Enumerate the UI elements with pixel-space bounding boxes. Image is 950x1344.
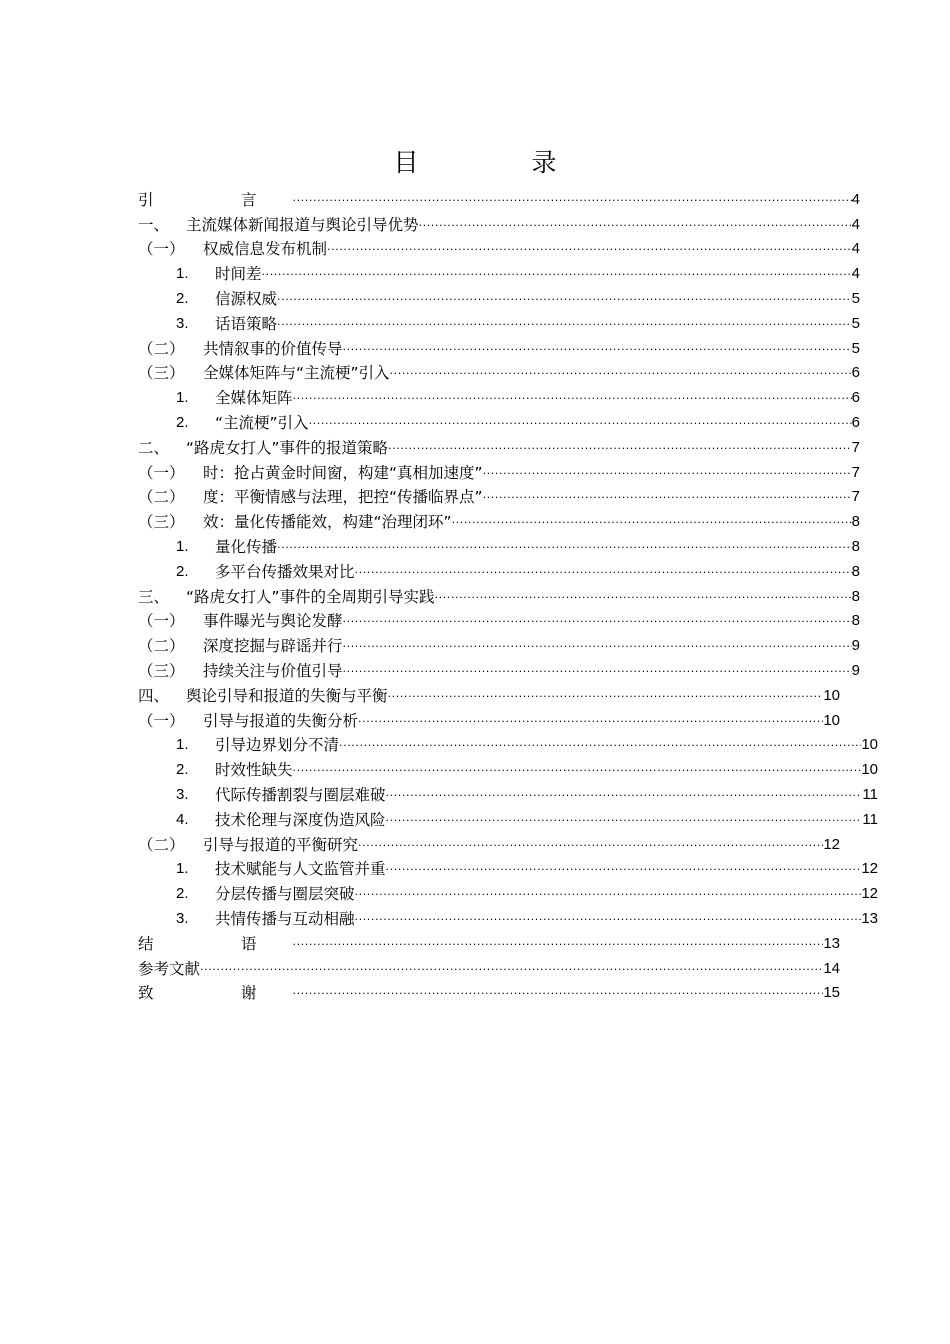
toc-entry-number: （二） [138,488,185,507]
dot-leader [343,636,852,656]
dot-leader [386,859,862,879]
toc-entry-number: （一） [138,711,185,730]
toc-entry-page-number: 10 [823,711,840,729]
toc-entry[interactable] [138,582,860,607]
toc-entry-page-number: 12 [861,860,878,878]
dot-leader [309,413,852,433]
dot-leader [355,562,852,582]
toc-entry-label: 事件曝光与舆论发酵 [203,612,343,631]
dot-leader [483,463,852,483]
toc-entry-label: 信源权威 [215,289,278,308]
toc-entry[interactable] [138,259,860,284]
toc-entry-number: 1. [176,537,189,555]
toc-entry-number: 4. [176,810,189,828]
toc-entry[interactable] [138,235,860,260]
dot-leader [386,785,863,805]
toc-entry[interactable] [138,309,860,334]
dot-leader [358,711,823,731]
toc-entry-page-number: 5 [851,314,860,332]
toc-entry-label: 引 言 [138,190,293,209]
toc-entry-label: 全媒体矩阵与“主流梗”引入 [203,364,390,383]
dot-leader [435,587,852,607]
toc-entry-label: 参考文献 [138,959,201,978]
toc-entry-label: 引导边界划分不清 [215,736,340,755]
toc-entry-number: 1. [176,265,189,283]
dot-leader [483,487,852,507]
toc-entry-number: 1. [176,736,189,754]
toc-entry-label: 话语策略 [215,314,278,333]
dot-leader [452,512,852,532]
toc-entry-label: 技术伦理与深度伪造风险 [215,810,386,829]
toc-entry-label: 持续关注与价值引导 [203,661,343,680]
toc-entry[interactable] [138,483,860,508]
toc-entry-page-number: 10 [861,761,878,779]
toc-entry[interactable] [138,731,878,756]
toc-entry-page-number: 12 [823,835,840,853]
dot-leader [277,289,852,309]
toc-entry-label: 时：抢占黄金时间窗，构建“真相加速度” [203,463,483,482]
toc-entry-page-number: 8 [851,537,860,555]
toc-entry-label: 技术赋能与人文监管并重 [215,860,386,879]
toc-entry-label: 全媒体矩阵 [215,389,293,408]
dot-leader [343,339,852,359]
toc-entry[interactable] [138,557,860,582]
dot-leader [390,363,852,383]
toc-entry-label: 舆论引导和报道的失衡与平衡 [186,686,388,705]
toc-entry-number: 1. [176,860,189,878]
toc-entry-number: 2. [176,761,189,779]
toc-entry-number: 2. [176,885,189,903]
dot-leader [327,239,852,259]
toc-entry-label: 量化传播 [215,537,278,556]
dot-leader [419,215,852,235]
dot-leader [355,884,862,904]
toc-entry-number: 3. [176,314,189,332]
dot-leader [355,909,862,929]
dot-leader [277,314,852,334]
dot-leader [277,537,852,557]
toc-entry-number: （一） [138,240,185,259]
toc-entry[interactable] [138,780,878,805]
dot-leader [293,760,862,780]
dot-leader [293,388,852,408]
toc-entry-page-number: 11 [862,810,878,828]
toc-entry-number: （三） [138,364,185,383]
toc-entry-number: （三） [138,513,185,532]
toc-entry-page-number: 6 [851,413,860,431]
table-of-contents [138,185,878,1003]
toc-entry-page-number: 5 [851,339,860,357]
toc-entry[interactable] [138,879,878,904]
toc-entry-page-number: 9 [851,661,860,679]
toc-entry-number: 二、 [138,438,170,457]
toc-entry-number: （一） [138,612,185,631]
toc-entry[interactable] [138,755,878,780]
toc-entry-page-number: 4 [851,240,860,258]
toc-entry-number: 3. [176,785,189,803]
toc-entry-label: 度：平衡情感与法理，把控“传播临界点” [203,488,483,507]
toc-entry[interactable] [138,408,860,433]
dot-leader [343,661,852,681]
toc-entry-number: 2. [176,289,189,307]
dot-leader [339,735,861,755]
toc-entry-label: 主流媒体新闻报道与舆论引导优势 [186,215,419,234]
toc-entry-label: 代际传播割裂与圈层难破 [215,785,386,804]
toc-entry-page-number: 15 [823,984,840,1002]
toc-entry[interactable] [138,631,860,656]
toc-entry[interactable] [138,607,860,632]
toc-entry-page-number: 6 [851,389,860,407]
toc-entry-label: 权威信息发布机制 [203,240,328,259]
toc-entry-number: （二） [138,339,185,358]
toc-entry-page-number: 8 [851,562,860,580]
toc-entry-label: 引导与报道的平衡研究 [203,835,359,854]
toc-entry[interactable] [138,532,860,557]
toc-entry[interactable] [138,507,860,532]
toc-entry-number: 2. [176,562,189,580]
toc-entry-label: 致 谢 [138,984,293,1003]
dot-leader [293,983,824,1003]
dot-leader [343,611,852,631]
toc-entry-page-number: 13 [861,909,878,927]
dot-leader [388,438,852,458]
toc-entry[interactable] [138,830,840,855]
toc-entry-number: （三） [138,661,185,680]
dot-leader [293,934,824,954]
toc-entry[interactable] [138,284,860,309]
toc-entry[interactable] [138,706,840,731]
toc-entry[interactable] [138,929,840,954]
toc-entry-number: （一） [138,463,185,482]
toc-entry-page-number: 4 [851,265,860,283]
toc-entry-number: 3. [176,909,189,927]
toc-entry-page-number: 8 [851,587,860,605]
dot-leader [262,264,852,284]
toc-entry-page-number: 8 [851,612,860,630]
toc-entry-label: “路虎女打人”事件的全周期引导实践 [186,587,435,606]
toc-entry-page-number: 5 [851,289,860,307]
dot-leader [388,686,824,706]
toc-entry[interactable] [138,681,840,706]
toc-entry-label: 引导与报道的失衡分析 [203,711,359,730]
toc-entry-page-number: 13 [823,934,840,952]
toc-entry[interactable] [138,979,840,1004]
toc-entry-number: （二） [138,637,185,656]
toc-entry-page-number: 7 [851,463,860,481]
toc-entry-label: 多平台传播效果对比 [215,562,355,581]
toc-entry[interactable] [138,185,860,210]
toc-entry-page-number: 4 [851,215,860,233]
toc-entry-number: 1. [176,389,189,407]
toc-entry-page-number: 10 [861,736,878,754]
toc-entry[interactable] [138,656,860,681]
dot-leader [386,810,863,830]
toc-entry-page-number: 7 [851,438,860,456]
toc-entry-number: （二） [138,835,185,854]
toc-entry-label: 时效性缺失 [215,761,293,780]
toc-entry-page-number: 7 [851,488,860,506]
toc-entry[interactable] [138,954,840,979]
dot-leader [358,835,823,855]
toc-entry-label: 共情传播与互动相融 [215,909,355,928]
toc-entry-label: 共情叙事的价值传导 [203,339,343,358]
toc-entry-number: 四、 [138,686,170,705]
toc-entry-number: 2. [176,413,189,431]
toc-entry-label: 效：量化传播能效，构建“治理闭环” [203,513,452,532]
toc-entry[interactable] [138,334,860,359]
toc-entry[interactable] [138,433,860,458]
toc-entry[interactable] [138,904,878,929]
toc-entry-page-number: 4 [851,190,860,208]
toc-entry[interactable] [138,210,860,235]
toc-entry[interactable] [138,383,860,408]
toc-entry[interactable] [138,805,878,830]
toc-entry-page-number: 11 [862,785,878,803]
toc-entry-page-number: 10 [823,686,840,704]
toc-entry-label: 分层传播与圈层突破 [215,885,355,904]
toc-entry-page-number: 8 [851,513,860,531]
toc-entry-label: “路虎女打人”事件的报道策略 [186,438,389,457]
toc-entry-label: 深度挖掘与辟谣并行 [203,637,343,656]
toc-entry-page-number: 6 [851,364,860,382]
toc-entry[interactable] [138,855,878,880]
toc-entry-page-number: 14 [823,959,840,977]
toc-entry[interactable] [138,458,860,483]
toc-entry-number: 一、 [138,215,170,234]
toc-entry-page-number: 9 [851,637,860,655]
dot-leader [293,190,852,210]
toc-entry-number: 三、 [138,587,170,606]
toc-entry-label: 时间差 [215,265,262,284]
toc-entry[interactable] [138,359,860,384]
toc-entry-page-number: 12 [861,885,878,903]
dot-leader [200,959,823,979]
toc-entry-label: 结 语 [138,934,293,953]
toc-entry-label: “主流梗”引入 [215,413,309,432]
toc-title: 目 录 [393,148,601,177]
